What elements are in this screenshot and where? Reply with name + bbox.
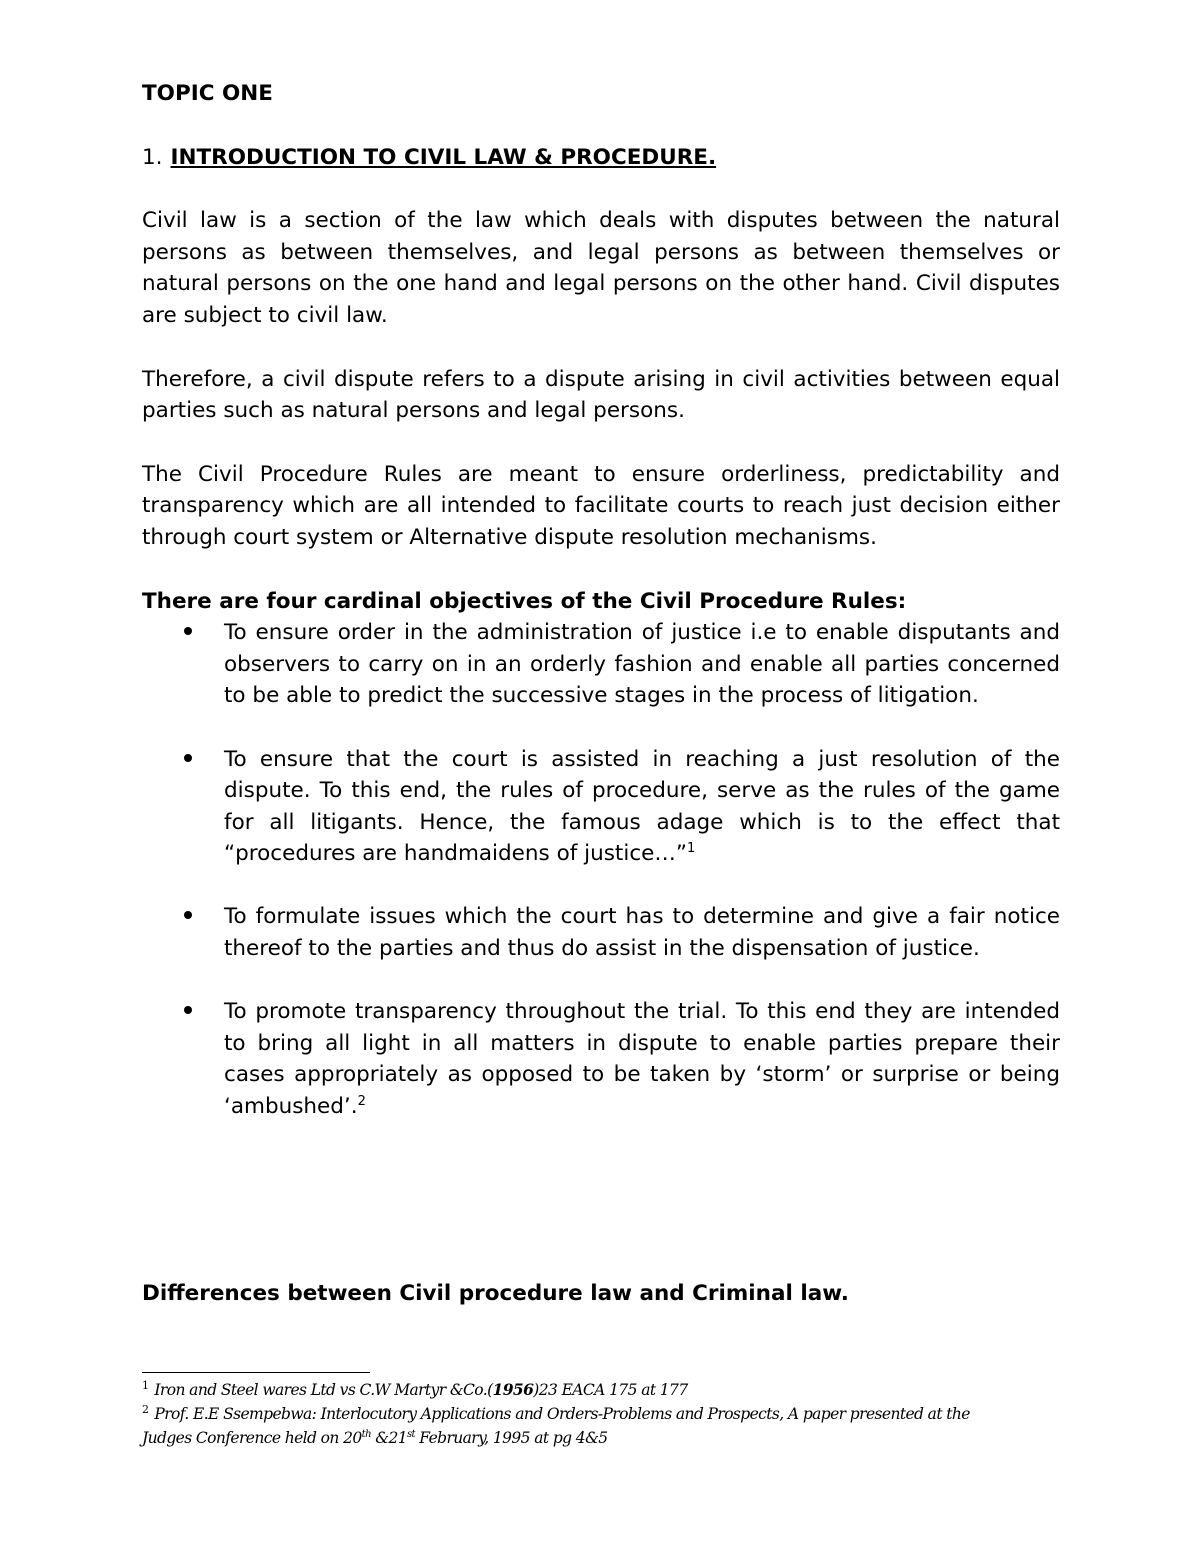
bullet-icon <box>182 901 194 933</box>
bullet-icon <box>182 744 194 776</box>
section-title: INTRODUCTION TO CIVIL LAW & PROCEDURE. <box>170 144 717 170</box>
footnote-text: &21 <box>370 1429 407 1447</box>
footnotes <box>142 1378 1060 1450</box>
footnote-2-continued <box>142 1426 1060 1450</box>
list-item <box>142 617 1060 712</box>
bullet-icon <box>182 617 194 649</box>
list-item-text: To ensure order in the administration of justice i.e to enable disputants and observers to carry on in an orderly fashion and enable all parties concerned to be able to predict the successive stages in the process of litigation. <box>224 620 1060 709</box>
footnote-text: February, 1995 at pg 4&5 <box>414 1429 608 1447</box>
list-item <box>142 996 1060 1122</box>
footnote-text: Iron and Steel wares Ltd vs C.W Martyr &Co.( <box>154 1381 493 1399</box>
list-item <box>142 901 1060 964</box>
footnote-text: Judges Conference held on 20 <box>142 1429 362 1447</box>
footnote-reference[interactable]: 2 <box>357 1093 366 1109</box>
paragraph: Therefore, a civil dispute refers to a dispute arising in civil activities between equal parties such as natural persons and legal persons. <box>142 366 1060 424</box>
footnote-number: 1 <box>142 1378 149 1392</box>
paragraph: The Civil Procedure Rules are meant to ensure orderliness, predictability and transparency which are all intended to facilitate courts to reach just decision either through court system or Alternative dispute resolution mechanisms. <box>142 461 1060 550</box>
list-item-text: To formulate issues which the court has to determine and give a fair notice thereof to the parties and thus do assist in the dispensation of justice. <box>224 904 1060 962</box>
footnote-superscript: th <box>361 1428 371 1440</box>
objectives-list <box>142 617 1060 1123</box>
differences-heading: Differences between Civil procedure law and Criminal law. <box>142 1281 849 1306</box>
main-content <box>142 78 1060 1154</box>
footnote-1 <box>142 1378 1060 1402</box>
list-item-text: To ensure that the court is assisted in reaching a just resolution of the dispute. To this end, the rules of procedure, serve as the rules of the game for all litigants. Hence, the famous adage which is to the effect that “procedures are handmaidens of justice…” <box>224 746 1060 867</box>
footnote-2 <box>142 1402 1060 1426</box>
objectives-heading: There are four cardinal objectives of the Civil Procedure Rules: <box>142 588 907 614</box>
list-item <box>142 744 1060 870</box>
footnote-text: Prof. E.E Ssempebwa: Interlocutory Applications and Orders-Problems and Prospects, A paper presented at the <box>154 1405 970 1423</box>
footnote-reference[interactable]: 1 <box>687 841 696 857</box>
footnote-number: 2 <box>142 1402 149 1416</box>
footnote-text: )23 EACA 175 at 177 <box>533 1381 688 1399</box>
bullet-icon <box>182 996 194 1028</box>
section-heading <box>142 142 1060 174</box>
footnote-superscript: st <box>406 1428 415 1440</box>
topic-heading: TOPIC ONE <box>142 81 273 106</box>
list-item-text: To promote transparency throughout the trial. To this end they are intended to bring all light in all matters in dispute to enable parties prepare their cases appropriately as opposed to be taken by ‘storm’ or surprise or being ‘ambushed’. <box>224 999 1060 1120</box>
footnote-separator <box>142 1372 370 1373</box>
footnote-year: 1956 <box>492 1380 534 1399</box>
section-number: 1. <box>142 144 163 170</box>
paragraph: Civil law is a section of the law which deals with disputes between the natural persons as between themselves, and legal persons as between themselves or natural persons on the one hand and legal persons on the other hand. Civil disputes are subject to civil law. <box>142 208 1060 328</box>
